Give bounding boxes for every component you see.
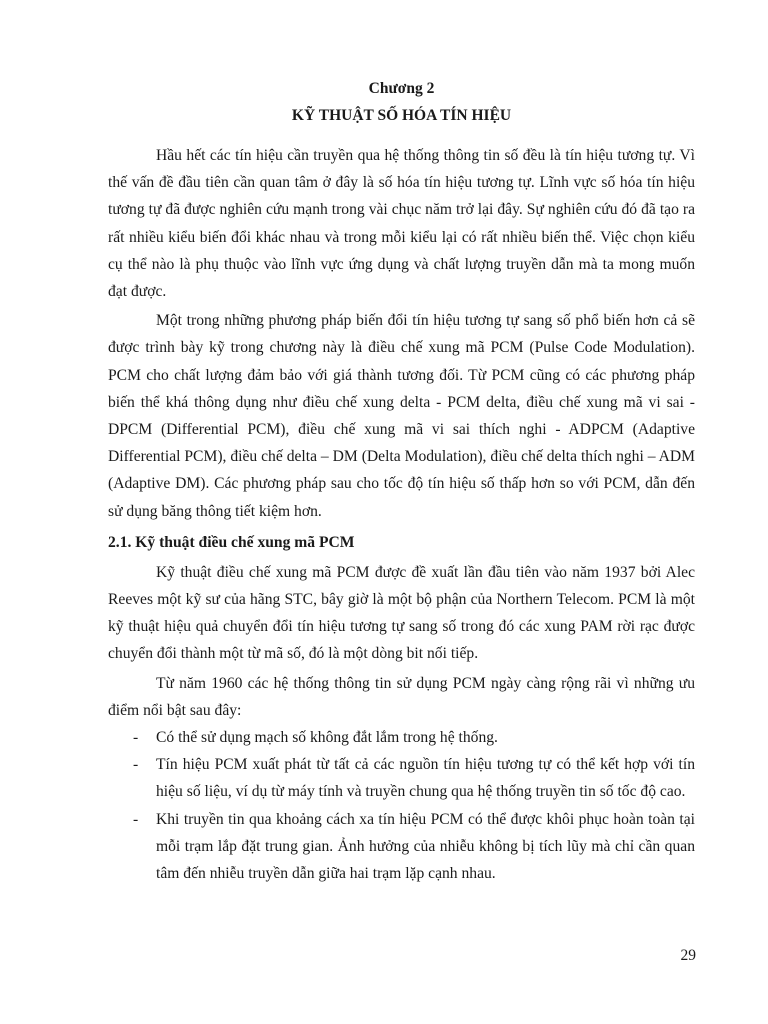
section-paragraph-1: Kỹ thuật điều chế xung mã PCM được đề xuất lần đầu tiên vào năm 1937 bởi Alec Reeves một kỹ sư của hãng STC, bây giờ là một bộ phận của Northern Telecom. PCM là một kỹ thuật hiệu quả chuyển đổi tín hiệu tương tự sang số trong đó các xung PAM rời rạc được chuyển đổi thành một từ mã số, đó là một dòng bit nối tiếp. <box>108 563 695 663</box>
bullet-dash: - <box>133 756 139 774</box>
list-item <box>108 751 695 805</box>
bullet-dash: - <box>133 729 139 747</box>
chapter-title: KỸ THUẬT SỐ HÓA TÍN HIỆU <box>291 107 512 124</box>
chapter-label: Chương 2 <box>368 80 435 97</box>
list-item-text: Có thể sử dụng mạch số không đắt lắm trong hệ thống. <box>156 729 498 747</box>
intro-paragraph-1: Hầu hết các tín hiệu cần truyền qua hệ thống thông tin số đều là tín hiệu tương tự. Vì thế vấn đề đầu tiên cần quan tâm ở đây là số hóa tín hiệu tương tự. Lĩnh vực số hóa tín hiệu tương tự đã được nghiên cứu mạnh trong vài chục năm trở lại đây. Sự nghiên cứu đó đã tạo ra rất nhiều kiểu biến đổi khác nhau và trong mỗi kiểu lại có rất nhiều biến thể. Việc chọn kiểu cụ thể nào là phụ thuộc vào lĩnh vực ứng dụng và chất lượng truyền dẫn mà ta mong muốn đạt được. <box>108 147 695 301</box>
intro-paragraph-2: Một trong những phương pháp biến đổi tín hiệu tương tự sang số phổ biến hơn cả sẽ được trình bày kỹ trong chương này là điều chế xung mã PCM (Pulse Code Modulation). PCM cho chất lượng đảm bảo với giá thành tương đối. Từ PCM cũng có các phương pháp biến thể khá thông dụng như điều chế xung delta - PCM delta, điều chế xung mã vi sai - DPCM (Differential PCM), điều chế xung mã vi sai thích nghi - ADPCM (Adaptive Differential PCM), điều chế delta – DM (Delta Modulation), điều chế delta thích nghi – ADM (Adaptive DM). Các phương pháp sau cho tốc độ tín hiệu số thấp hơn so với PCM, dẫn đến sử dụng băng thông tiết kiệm hơn. <box>108 312 695 520</box>
list-item-text: Khi truyền tin qua khoảng cách xa tín hiệu PCM có thể được khôi phục hoàn toàn tại mỗi trạm lắp đặt trung gian. Ảnh hưởng của nhiễu không bị tích lũy mà chỉ cần quan tâm đến nhiễu truyền dẫn giữa hai trạm lặp cạnh nhau. <box>156 810 695 883</box>
page-content <box>108 79 695 887</box>
list-item <box>108 806 695 888</box>
section-paragraph-2: Từ năm 1960 các hệ thống thông tin sử dụng PCM ngày càng rộng rãi vì những ưu điểm nổi bật sau đây: <box>108 674 695 719</box>
section-heading: 2.1. Kỹ thuật điều chế xung mã PCM <box>108 533 355 551</box>
page-number: 29 <box>680 947 696 964</box>
advantages-list <box>108 724 695 887</box>
list-item-text: Tín hiệu PCM xuất phát từ tất cả các nguồn tín hiệu tương tự có thể kết hợp với tín hiệu số liệu, ví dụ từ máy tính và truyền chung qua hệ thống truyền tin số tốc độ cao. <box>156 756 695 801</box>
bullet-dash: - <box>133 810 139 828</box>
list-item <box>108 724 695 751</box>
